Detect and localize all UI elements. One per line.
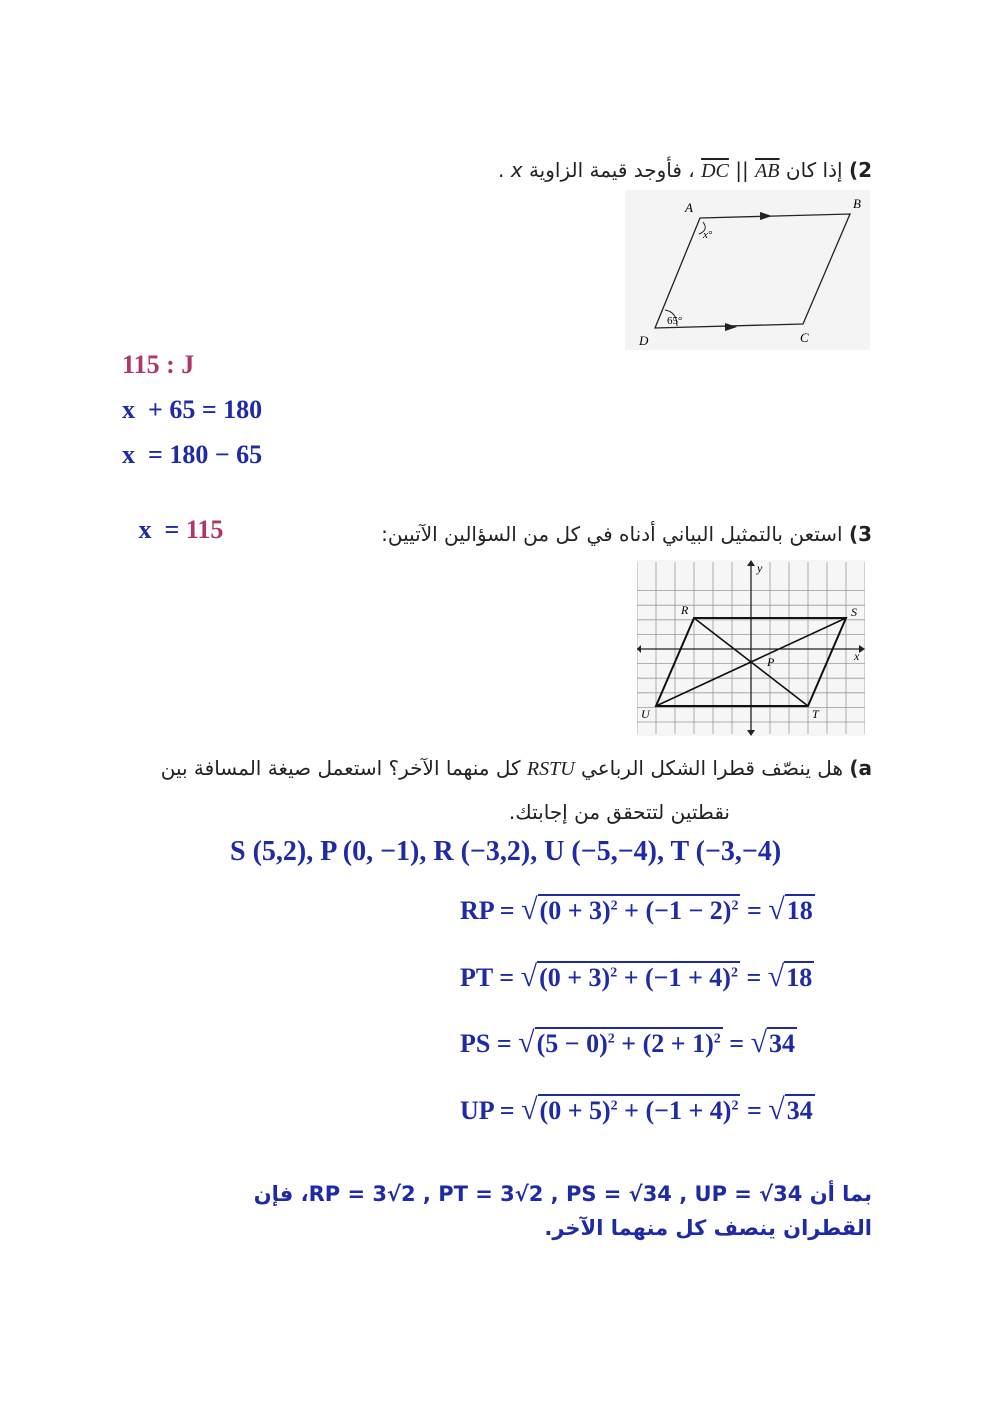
exponent: 2 xyxy=(607,1031,615,1047)
sqrt-sign: √ xyxy=(768,1093,785,1126)
qa-line1-pre: هل ينصّف قطرا الشكل الرباعي xyxy=(581,756,843,780)
question-label: a) xyxy=(849,756,872,780)
segment-name: UP xyxy=(460,1096,494,1125)
graph-label-t: T xyxy=(812,707,819,721)
segment-name: RP xyxy=(460,896,494,925)
question-number: 3) xyxy=(848,522,872,546)
exponent: 2 xyxy=(610,965,618,981)
graph-label-p: P xyxy=(767,655,775,669)
segment-dc: DC xyxy=(701,160,729,182)
solution-step-1: x + 65 = 180 xyxy=(122,395,263,424)
result: 34 xyxy=(786,1096,813,1125)
qa-line1-post: كل منهما الآخر؟ استعمل صيغة المسافة بين xyxy=(160,756,521,780)
segment-ab: AB xyxy=(755,160,780,182)
sqrt-sign: √ xyxy=(767,960,785,993)
question-number: 2) xyxy=(848,158,872,182)
sqrt-sign: √ xyxy=(520,960,538,993)
exponent: 2 xyxy=(713,1031,721,1047)
angle-x-label: x° xyxy=(703,229,713,241)
sqrt-sign: √ xyxy=(768,893,785,926)
conclusion-line-1: بما أن RP = 3√2 , PT = 3√2 , PS = √34 , UP = √34، فإن xyxy=(253,1182,872,1206)
distance-row xyxy=(460,1026,797,1060)
sqrt-sign: √ xyxy=(521,893,538,926)
equals: = xyxy=(493,896,522,925)
exponent: 2 xyxy=(731,898,739,914)
term-2: + (−1 + 4) xyxy=(617,963,731,992)
q2-var: x xyxy=(510,158,523,182)
label-d: D xyxy=(639,333,649,348)
parallel-symbol: || xyxy=(735,158,749,182)
distance-row xyxy=(460,960,814,994)
label-a: A xyxy=(685,200,693,215)
solution-step-2: x = 180 − 65 xyxy=(122,440,263,469)
equals: = xyxy=(492,963,521,992)
step3-value: 115 xyxy=(185,515,224,544)
equals: = xyxy=(490,1029,519,1058)
term-2: + (2 + 1) xyxy=(614,1029,714,1058)
q2-text-before: إذا كان xyxy=(785,158,843,182)
graph-label-r: R xyxy=(681,603,689,617)
term-1: (5 − 0) xyxy=(536,1029,608,1058)
result: 18 xyxy=(786,963,813,992)
question-a xyxy=(161,756,872,781)
quad-name: RSTU xyxy=(526,758,575,780)
qa-line2: نقطتين لتتحقق من إجابتك. xyxy=(508,800,730,824)
parallelogram-figure xyxy=(625,190,870,350)
solution-step-3 xyxy=(122,485,223,545)
answer-line: 115 : J xyxy=(122,350,195,379)
exponent: 2 xyxy=(731,1098,739,1114)
question-3 xyxy=(381,522,872,546)
sqrt-sign: √ xyxy=(750,1026,768,1059)
distance-row xyxy=(460,1093,815,1127)
question-2 xyxy=(498,158,872,183)
axis-y-label: y xyxy=(757,561,763,575)
result: 18 xyxy=(786,896,813,925)
graph-label-u: U xyxy=(641,707,650,721)
axis-x-label: x xyxy=(854,649,860,663)
exponent: 2 xyxy=(610,1098,618,1114)
term-2: + (−1 + 4) xyxy=(617,1096,732,1125)
term-1: (0 + 3) xyxy=(539,896,611,925)
equals-2: = xyxy=(740,896,769,925)
segment-name: PS xyxy=(460,1029,491,1058)
equals-2: = xyxy=(722,1029,751,1058)
step3-left: x = xyxy=(138,515,186,544)
exponent: 2 xyxy=(610,898,618,914)
angle-65-label: 65° xyxy=(667,315,683,327)
coordinate-graph xyxy=(637,560,865,736)
q3-text: استعن بالتمثيل البياني أدناه في كل من السؤالين الآتيين: xyxy=(381,522,843,546)
distance-row xyxy=(460,893,815,927)
conclusion-line-2: القطران ينصف كل منهما الآخر. xyxy=(544,1216,872,1240)
sqrt-sign: √ xyxy=(518,1026,535,1059)
term-1: (0 + 3) xyxy=(539,963,611,992)
result: 34 xyxy=(769,1029,796,1058)
equals: = xyxy=(493,1096,522,1125)
q2-end: . xyxy=(498,158,505,182)
term-1: (0 + 5) xyxy=(539,1096,611,1125)
sqrt-sign: √ xyxy=(521,1093,538,1126)
label-c: C xyxy=(800,330,809,345)
points-line: S (5,2), P (0, −1), R (−3,2), U (−5,−4), T (−3,−4) xyxy=(230,836,782,867)
term-2: + (−1 − 2) xyxy=(617,896,732,925)
label-b: B xyxy=(853,196,861,211)
q2-text-after: ، فأوجد قيمة الزاوية xyxy=(528,158,695,182)
segment-name: PT xyxy=(460,963,493,992)
equals-2: = xyxy=(740,1096,769,1125)
equals-2: = xyxy=(739,963,768,992)
exponent: 2 xyxy=(730,965,738,981)
graph-label-s: S xyxy=(851,605,857,619)
